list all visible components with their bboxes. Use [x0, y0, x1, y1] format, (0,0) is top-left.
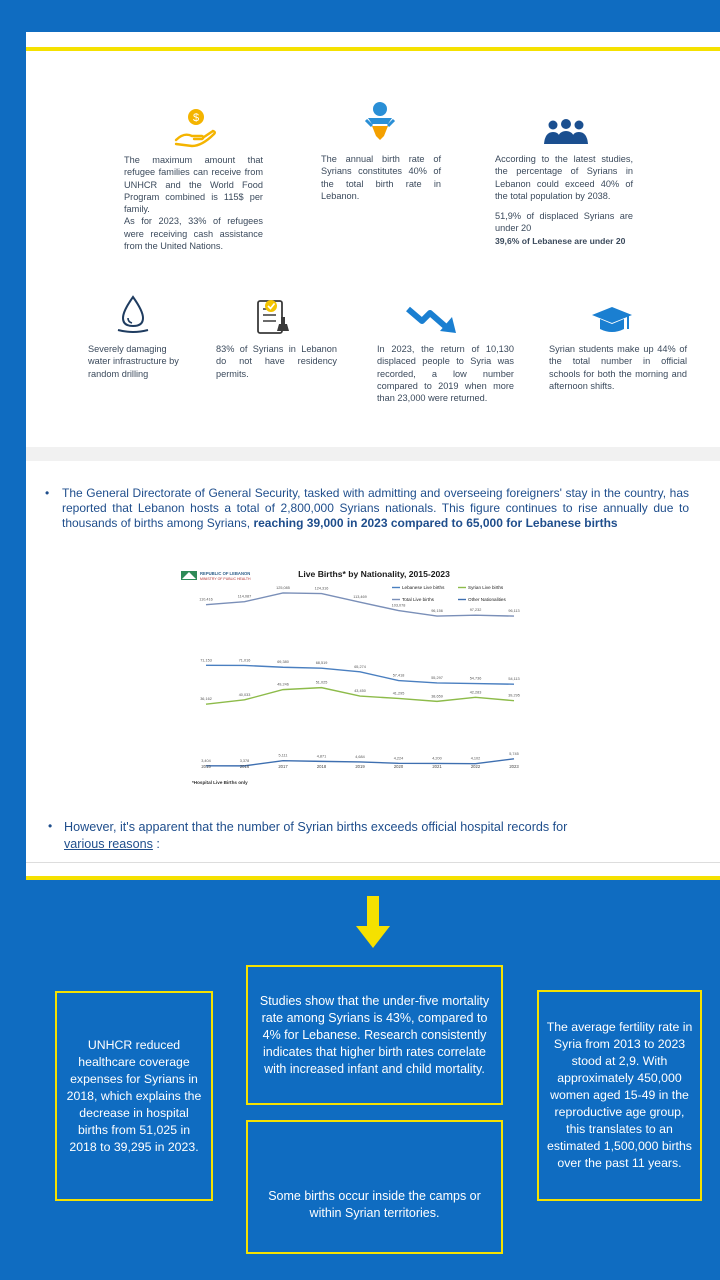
moph-logo-icon — [181, 571, 197, 580]
data-label: 43,450 — [354, 689, 366, 694]
data-label: 55,297 — [431, 675, 443, 680]
students-text: Syrian students make up 44% of the total number in official schools for both the morning and afternoon shifts. — [549, 344, 687, 391]
bullet-dot-2: • — [48, 819, 53, 833]
data-label: 114,087 — [237, 594, 252, 599]
x-tick-label: 2020 — [393, 764, 404, 769]
live-births-chart — [176, 561, 536, 793]
unhcr-coverage-box: UNHCR reduced healthcare coverage expenses for Syrians in 2018, which explains the decrease in hospital births from 51,025 in 2018 to 39,295 in 2023. — [55, 991, 213, 1201]
general-security-paragraph — [62, 486, 689, 531]
svg-text:$: $ — [192, 112, 200, 124]
syrian-births-paragraph — [64, 819, 604, 852]
document-stamp-icon — [254, 297, 294, 339]
data-label: 97,232 — [469, 608, 482, 613]
data-label: 42,283 — [469, 690, 482, 695]
data-label: 4,200 — [432, 756, 442, 761]
chart-title: Live Births* by Nationality, 2015-2023 — [298, 569, 450, 579]
population-projection-text: According to the latest studies, the percentage of Syrians in Lebanon could exceed 40% of the total population by 2038. — [495, 154, 633, 201]
x-tick-label: 2016 — [239, 764, 250, 769]
cash-hand-icon — [172, 106, 218, 150]
data-label: 124,316 — [314, 586, 329, 591]
data-label: 38,659 — [431, 694, 443, 699]
camps-births-box: Some births occur inside the camps or within Syrian territories. — [246, 1120, 503, 1254]
live-births-chart-svg — [176, 561, 536, 793]
down-arrow-icon — [356, 896, 390, 948]
x-tick-label: 2015 — [201, 764, 211, 769]
x-tick-label: 2017 — [278, 764, 288, 769]
data-label: 96,113 — [508, 609, 520, 614]
water-infrastructure-text: Severely damaging water infrastructure by random drilling — [88, 344, 179, 379]
syrians-under-20-text: 51,9% of displaced Syrians are under 20 — [495, 211, 633, 234]
chart-logo-subtext: MINISTRY OF PUBLIC HEALTH — [200, 577, 251, 581]
x-tick-label: 2022 — [470, 764, 481, 769]
residency-permits-text: 83% of Syrians in Lebanon do not have residency permits. — [216, 344, 337, 379]
returns-text: In 2023, the return of 10,130 displaced people to Syria was recorded, a low number compared to 2019 when more than 23,000 were returned. — [377, 344, 514, 404]
data-label: 125,085 — [276, 585, 290, 590]
section-divider — [26, 862, 720, 863]
data-label: 51,025 — [315, 680, 328, 685]
data-label: 69,380 — [277, 660, 289, 665]
data-label: 40,033 — [238, 692, 251, 697]
data-label: 5,111 — [278, 753, 288, 758]
water-drop-icon — [115, 294, 151, 334]
cash-assistance-text: The maximum amount that refugee families can receive from UNHCR and the World Food Program combined is 115$ per family. As for 2023, 33% of refugees were receiving cash assistance from the United Nations. — [124, 155, 263, 252]
legend-label: Other Nationalities — [468, 597, 506, 602]
data-label: 4,871 — [316, 754, 327, 759]
top-blue-band — [0, 0, 720, 32]
data-label: 57,418 — [392, 673, 405, 678]
data-label: 36,162 — [200, 697, 212, 702]
syrian-births-text: However, it's apparent that the number of Syrian births exceeds official hospital records for — [64, 820, 568, 834]
mortality-studies-box: Studies show that the under-five mortality rate among Syrians is 43%, compared to 4% for Lebanese. Research consistently indicates that higher birth rates correlate with increased infant and child mortality. — [246, 965, 503, 1105]
chart-legend — [392, 585, 506, 602]
birth-rate-text: The annual birth rate of Syrians constitutes 40% of the total birth rate in Lebanon. — [321, 154, 441, 201]
x-tick-label: 2023 — [509, 764, 519, 769]
legend-label: Total Live births — [402, 597, 434, 602]
left-blue-edge — [0, 0, 26, 1280]
chart-logo-text: REPUBLIC OF LEBANON — [200, 571, 251, 576]
chart-footnote: *Hospital Live Births only — [192, 780, 248, 785]
x-tick-label: 2018 — [316, 764, 327, 769]
legend-label: Syrian Live births — [468, 585, 504, 590]
chart-plot-area — [199, 586, 520, 769]
data-label: 71,153 — [200, 658, 212, 663]
various-reasons-link[interactable]: various reasons — [64, 836, 153, 851]
bullet-dot-1: • — [45, 486, 50, 500]
data-label: 113,469 — [353, 595, 367, 600]
x-tick-label: 2021 — [432, 764, 442, 769]
data-label: 41,295 — [392, 691, 405, 696]
people-group-icon — [541, 118, 591, 146]
data-label: 4,224 — [393, 756, 404, 761]
data-label: 39,295 — [508, 693, 520, 698]
data-label: 54,113 — [508, 677, 520, 682]
panel-gap — [26, 447, 720, 461]
general-security-highlight: reaching 39,000 in 2023 compared to 65,000 for Lebanese births — [253, 516, 618, 530]
general-security-text: The General Directorate of General Security, tasked with admitting and overseeing foreigners' stay in the country, has reported that Lebanon hosts a total of 2,800,000 Syrians nationals. This figure continues to rise annually due to thousands of births among Syrians, — [62, 486, 689, 530]
lebanese-under-20-text: 39,6% of Lebanese are under 20 — [495, 236, 626, 246]
data-label: 68,519 — [315, 661, 328, 666]
data-label: 103,078 — [391, 603, 406, 608]
trend-down-arrow-icon — [404, 301, 462, 337]
syrian-births-tail: : — [152, 836, 160, 851]
x-tick-label: 2019 — [355, 764, 365, 769]
data-label: 96,156 — [431, 609, 443, 614]
baby-icon — [364, 100, 396, 144]
data-label: 5,745 — [509, 751, 519, 756]
data-label: 49,246 — [277, 682, 289, 687]
data-label: 3,378 — [239, 758, 250, 763]
data-label: 4,102 — [470, 756, 481, 761]
data-label: 65,274 — [354, 664, 366, 669]
data-label: 4,684 — [355, 754, 365, 759]
data-label: 71,016 — [238, 658, 251, 663]
fertility-rate-box: The average fertility rate in Syria from 2013 to 2023 stood at 2,9. With approximately 450,000 women aged 15-49 in the reproductive age group, this translates to an estimated 1,500,000 births over the past 11 years. — [537, 990, 702, 1201]
data-label: 3,404 — [201, 758, 211, 763]
graduation-cap-icon — [590, 303, 634, 339]
legend-label: Lebanese Live births — [402, 585, 445, 590]
data-label: 54,736 — [469, 676, 482, 681]
data-label: 110,416 — [199, 597, 213, 602]
